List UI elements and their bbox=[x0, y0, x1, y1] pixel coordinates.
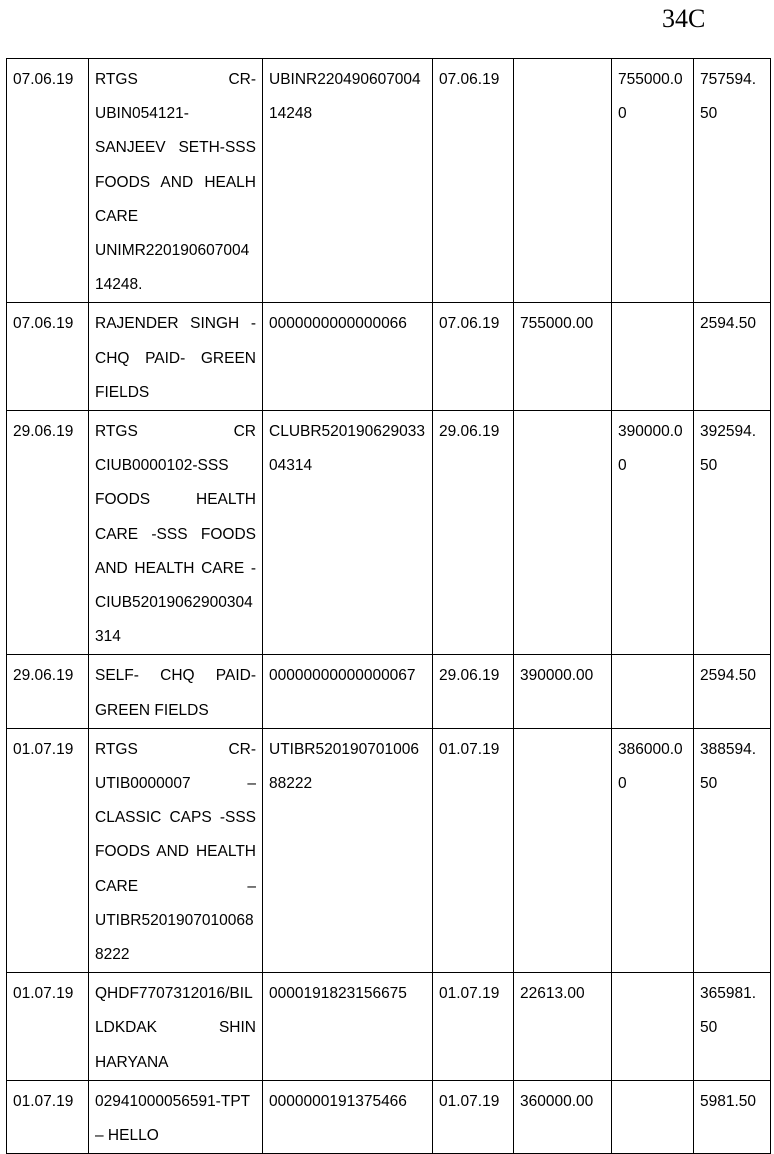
transaction-date: 01.07.19 bbox=[7, 728, 89, 972]
transaction-description: QHDF7707312016/BILLDKDAK SHIN HARYANA bbox=[89, 973, 263, 1081]
credit-amount bbox=[612, 655, 694, 728]
reference-number: UBINR22049060700414248 bbox=[263, 59, 433, 303]
table-row bbox=[7, 1080, 771, 1153]
transaction-date: 07.06.19 bbox=[7, 303, 89, 411]
table-row bbox=[7, 973, 771, 1081]
reference-number: 0000000000000066 bbox=[263, 303, 433, 411]
credit-amount bbox=[612, 1080, 694, 1153]
transaction-description: SELF- CHQ PAID-GREEN FIELDS bbox=[89, 655, 263, 728]
transaction-date: 01.07.19 bbox=[7, 973, 89, 1081]
credit-amount: 755000.00 bbox=[612, 59, 694, 303]
transaction-date: 01.07.19 bbox=[7, 1080, 89, 1153]
value-date: 29.06.19 bbox=[433, 411, 514, 655]
transaction-description: RTGS CR-UTIB0000007 – CLASSIC CAPS -SSS FOODS AND HEALTH CARE – UTIBR52019070100688222 bbox=[89, 728, 263, 972]
table-row bbox=[7, 303, 771, 411]
value-date: 01.07.19 bbox=[433, 973, 514, 1081]
value-date: 07.06.19 bbox=[433, 59, 514, 303]
value-date: 01.07.19 bbox=[433, 1080, 514, 1153]
credit-amount bbox=[612, 303, 694, 411]
balance-amount: 5981.50 bbox=[694, 1080, 771, 1153]
balance-amount: 392594.50 bbox=[694, 411, 771, 655]
balance-amount: 388594.50 bbox=[694, 728, 771, 972]
transaction-date: 29.06.19 bbox=[7, 411, 89, 655]
balance-amount: 2594.50 bbox=[694, 303, 771, 411]
debit-amount: 755000.00 bbox=[514, 303, 612, 411]
balance-amount: 2594.50 bbox=[694, 655, 771, 728]
debit-amount bbox=[514, 411, 612, 655]
debit-amount: 360000.00 bbox=[514, 1080, 612, 1153]
reference-number: CLUBR52019062903304314 bbox=[263, 411, 433, 655]
balance-amount: 757594.50 bbox=[694, 59, 771, 303]
transaction-description: RTGS CR-UBIN054121-SANJEEV SETH-SSS FOODS AND HEALH CARE UNIMR22019060700414248. bbox=[89, 59, 263, 303]
reference-number: 00000000000000067 bbox=[263, 655, 433, 728]
credit-amount bbox=[612, 973, 694, 1081]
table-row bbox=[7, 728, 771, 972]
value-date: 29.06.19 bbox=[433, 655, 514, 728]
credit-amount: 390000.00 bbox=[612, 411, 694, 655]
balance-amount: 365981.50 bbox=[694, 973, 771, 1081]
table-row bbox=[7, 59, 771, 303]
reference-number: 0000000191375466 bbox=[263, 1080, 433, 1153]
debit-amount bbox=[514, 728, 612, 972]
credit-amount: 386000.00 bbox=[612, 728, 694, 972]
reference-number: 0000191823156675 bbox=[263, 973, 433, 1081]
table-row bbox=[7, 655, 771, 728]
debit-amount bbox=[514, 59, 612, 303]
reference-number: UTIBR52019070100688222 bbox=[263, 728, 433, 972]
transaction-description: 02941000056591-TPT – HELLO bbox=[89, 1080, 263, 1153]
transaction-date: 29.06.19 bbox=[7, 655, 89, 728]
table-row bbox=[7, 411, 771, 655]
value-date: 07.06.19 bbox=[433, 303, 514, 411]
transaction-description: RTGS CR CIUB0000102-SSS FOODS HEALTH CARE -SSS FOODS AND HEALTH CARE -CIUB52019062900304314 bbox=[89, 411, 263, 655]
debit-amount: 22613.00 bbox=[514, 973, 612, 1081]
page-number: 34C bbox=[662, 4, 706, 33]
transaction-description: RAJENDER SINGH - CHQ PAID- GREEN FIELDS bbox=[89, 303, 263, 411]
bank-statement-table bbox=[6, 58, 771, 1154]
transaction-date: 07.06.19 bbox=[7, 59, 89, 303]
debit-amount: 390000.00 bbox=[514, 655, 612, 728]
value-date: 01.07.19 bbox=[433, 728, 514, 972]
